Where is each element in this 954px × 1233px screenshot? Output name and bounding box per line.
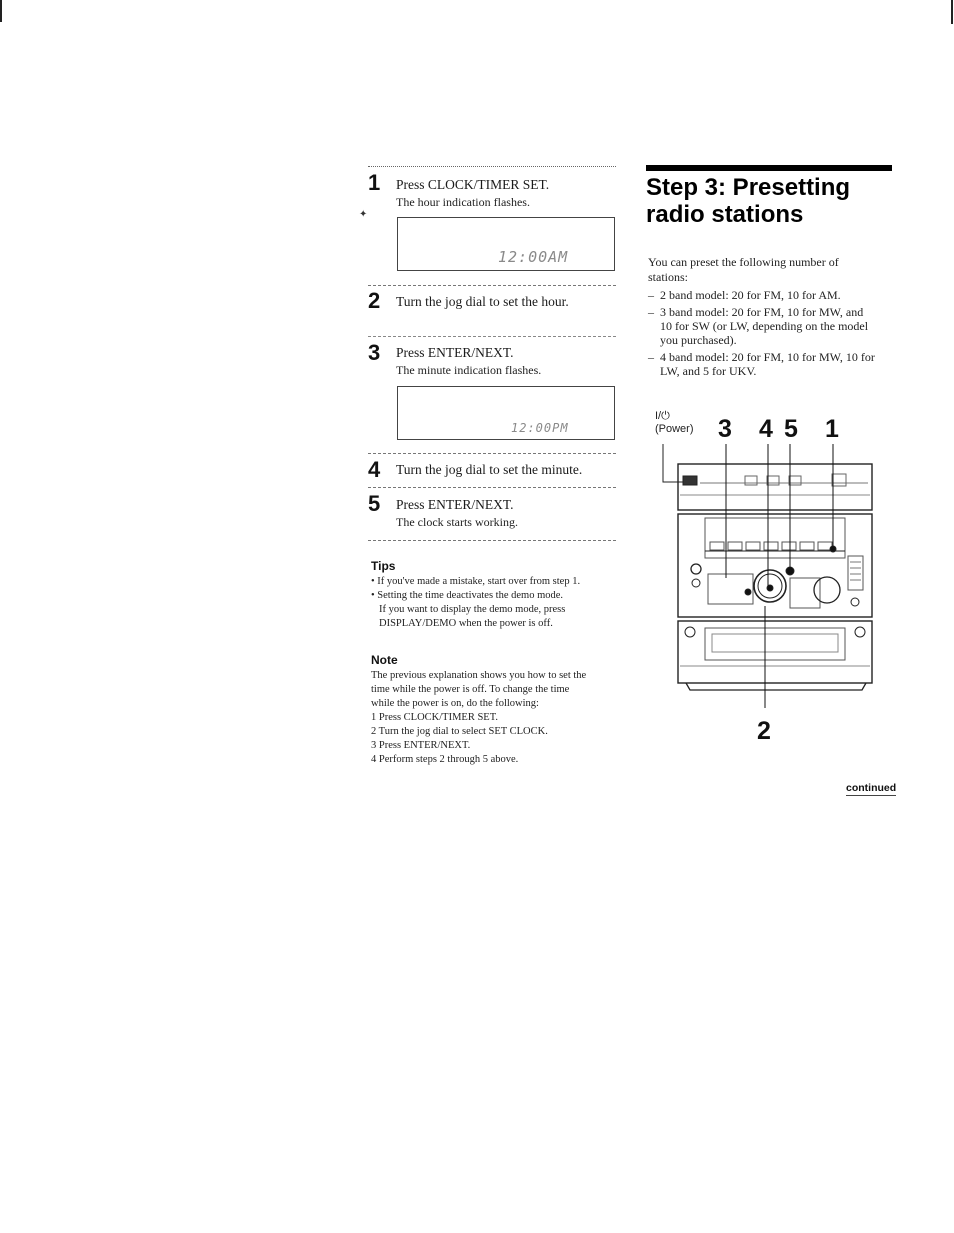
- step-text: Turn the jog dial to set the minute.: [396, 462, 583, 477]
- note-line: while the power is on, do the following:: [371, 698, 539, 709]
- callout-number: 1: [825, 415, 839, 443]
- list-line: you purchased).: [660, 333, 737, 347]
- note-line: 4 Perform steps 2 through 5 above.: [371, 754, 519, 765]
- tip-line: • If you've made a mistake, start over from step 1.: [371, 576, 581, 587]
- callout-number: 2: [757, 717, 771, 745]
- intro-text: You can preset the following number of stations:: [648, 255, 839, 284]
- list-line: 10 for SW (or LW, depending on the model: [660, 319, 869, 333]
- callout-number: 5: [784, 415, 798, 443]
- step-text: Press ENTER/NEXT.: [396, 345, 514, 360]
- list-line: 3 band model: 20 for FM, 10 for MW, and: [660, 305, 864, 319]
- list-line: 2 band model: 20 for FM, 10 for AM.: [660, 288, 841, 302]
- tip-line: • Setting the time deactivates the demo mode.: [371, 590, 564, 601]
- section-bar: [646, 165, 892, 171]
- tip-line: If you want to display the demo mode, press: [379, 604, 566, 615]
- step-text: Press CLOCK/TIMER SET.: [396, 177, 550, 192]
- crop-mark: [951, 0, 953, 24]
- section-title-line: radio stations: [646, 201, 804, 228]
- step-subtext: The hour indication flashes.: [396, 195, 530, 209]
- section-title-line: Step 3: Presetting: [646, 174, 851, 201]
- step-subtext: The minute indication flashes.: [396, 363, 542, 377]
- step-number: 5: [368, 491, 381, 516]
- note-heading: Note: [371, 653, 398, 667]
- step-number: 3: [368, 340, 381, 365]
- power-label: (Power): [655, 423, 694, 435]
- step-subtext: The clock starts working.: [396, 515, 518, 529]
- tip-line: DISPLAY/DEMO when the power is off.: [379, 618, 553, 629]
- list-line: LW, and 5 for UKV.: [660, 364, 757, 378]
- lcd-display-minute: [397, 386, 615, 440]
- continued-label: continued: [846, 782, 897, 794]
- step-number: 4: [368, 457, 381, 482]
- callout-number: 3: [718, 415, 732, 443]
- list-dash: –: [648, 305, 654, 319]
- list-line: 4 band model: 20 for FM, 10 for MW, 10 for: [660, 350, 875, 364]
- lcd-readout: 12:00PM: [511, 421, 569, 435]
- note-line: The previous explanation shows you how to set the: [371, 670, 587, 681]
- step-text: Turn the jog dial to set the hour.: [396, 294, 569, 309]
- crop-mark: [0, 0, 2, 22]
- step-text: Press ENTER/NEXT.: [396, 497, 514, 512]
- note-line: time while the power is off. To change the time: [371, 684, 570, 695]
- step-number: 1: [368, 170, 381, 195]
- section-title: [646, 174, 850, 228]
- lcd-readout: 12:00AM: [498, 248, 569, 266]
- step-number: 2: [368, 288, 381, 313]
- callout-number: 4: [759, 415, 773, 443]
- lcd-display-hour: [397, 217, 615, 271]
- note-line: 2 Turn the jog dial to select SET CLOCK.: [371, 726, 548, 737]
- tips-heading: Tips: [371, 559, 396, 573]
- stereo-illustration: [650, 438, 880, 708]
- arrow-mark: ✦: [359, 209, 368, 220]
- note-line: 1 Press CLOCK/TIMER SET.: [371, 712, 498, 723]
- list-dash: –: [648, 350, 654, 364]
- list-dash: –: [648, 288, 654, 302]
- note-line: 3 Press ENTER/NEXT.: [371, 740, 471, 751]
- power-symbol-label: I/⏻: [655, 410, 670, 422]
